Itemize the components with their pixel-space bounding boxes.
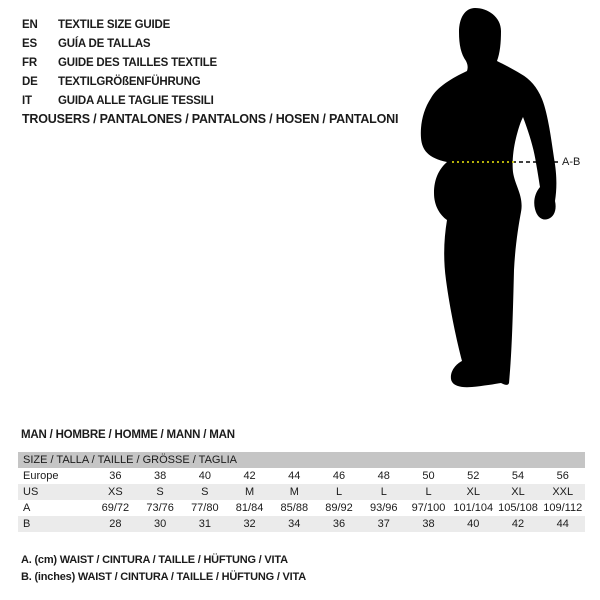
size-cell: L xyxy=(380,486,387,498)
table-row-us xyxy=(18,484,585,500)
size-cell: XS xyxy=(108,486,123,498)
size-cell: XL xyxy=(511,486,525,498)
size-cell: XXL xyxy=(552,486,574,498)
row-label: B xyxy=(23,518,31,530)
size-cell: 52 xyxy=(467,470,480,482)
row-label: A xyxy=(23,502,31,514)
size-cell: 77/80 xyxy=(191,502,219,514)
language-label: GUÍA DE TALLAS xyxy=(58,37,151,50)
footnote-b: B. (inches) WAIST / CINTURA / TAILLE / HÜFTUNG / VITA xyxy=(21,571,306,583)
size-cell: 40 xyxy=(198,470,211,482)
language-label: GUIDA ALLE TAGLIE TESSILI xyxy=(58,94,214,107)
size-cell: S xyxy=(201,486,209,498)
size-cell: 101/104 xyxy=(453,502,494,514)
size-cell: 44 xyxy=(288,470,301,482)
language-label: TEXTILE SIZE GUIDE xyxy=(58,18,171,31)
size-cell: 50 xyxy=(422,470,435,482)
footnote-a: A. (cm) WAIST / CINTURA / TAILLE / HÜFTUNG / VITA xyxy=(21,554,288,566)
size-cell: 85/88 xyxy=(280,502,309,514)
size-cell: 97/100 xyxy=(411,502,446,514)
size-cell: 42 xyxy=(243,470,256,482)
size-cell: L xyxy=(425,486,432,498)
size-cell: 69/72 xyxy=(101,502,130,514)
language-label: GUIDE DES TAILLES TEXTILE xyxy=(58,56,217,69)
size-cell: 34 xyxy=(288,518,301,530)
size-cell: 44 xyxy=(556,518,569,530)
language-code: FR xyxy=(22,56,37,69)
language-code: ES xyxy=(22,37,37,50)
size-cell: 36 xyxy=(109,470,122,482)
table-row-europe xyxy=(18,468,585,484)
language-label: TEXTILGRÖßENFÜHRUNG xyxy=(58,75,201,88)
size-cell: 42 xyxy=(511,518,525,530)
size-cell: 38 xyxy=(422,518,435,530)
size-cell: 56 xyxy=(556,470,569,482)
size-cell: M xyxy=(244,486,255,498)
language-code: EN xyxy=(22,18,38,31)
size-cell: 109/112 xyxy=(543,502,583,514)
size-cell: 48 xyxy=(377,470,390,482)
row-label: Europe xyxy=(23,470,59,482)
footnotes xyxy=(21,552,306,586)
size-table xyxy=(18,452,585,532)
size-cell: 30 xyxy=(153,518,167,530)
size-cell: 89/92 xyxy=(325,502,353,514)
size-cell: 28 xyxy=(109,518,122,530)
size-cell: 36 xyxy=(332,518,346,530)
size-cell: M xyxy=(289,486,299,498)
language-code: DE xyxy=(22,75,38,88)
table-row-a-cm xyxy=(18,500,585,516)
size-cell: 81/84 xyxy=(235,502,264,514)
size-cell: 93/96 xyxy=(370,502,398,514)
table-section-title: MAN / HOMBRE / HOMME / MANN / MAN xyxy=(21,429,235,441)
size-cell: 73/76 xyxy=(146,502,174,514)
size-cell: XL xyxy=(466,486,480,498)
size-cell: 54 xyxy=(511,470,525,482)
man-silhouette xyxy=(421,8,557,387)
size-cell: 38 xyxy=(153,470,167,482)
category-title: TROUSERS / PANTALONES / PANTALONS / HOSEN / PANTALONI xyxy=(22,112,399,126)
language-code: IT xyxy=(22,94,32,107)
size-table-header: SIZE / TALLA / TAILLE / GRÖSSE / TAGLIA xyxy=(18,452,585,468)
size-cell: 37 xyxy=(377,518,390,530)
size-cell: L xyxy=(335,486,343,498)
size-cell: 46 xyxy=(332,470,346,482)
size-cell: S xyxy=(156,486,164,498)
size-cell: 31 xyxy=(198,518,211,530)
measure-label-ab: A-B xyxy=(562,156,581,168)
table-row-b-inches xyxy=(18,516,585,532)
size-cell: 105/108 xyxy=(498,502,538,514)
size-cell: 32 xyxy=(243,518,256,530)
row-label: US xyxy=(23,486,39,498)
size-cell: 40 xyxy=(467,518,480,530)
